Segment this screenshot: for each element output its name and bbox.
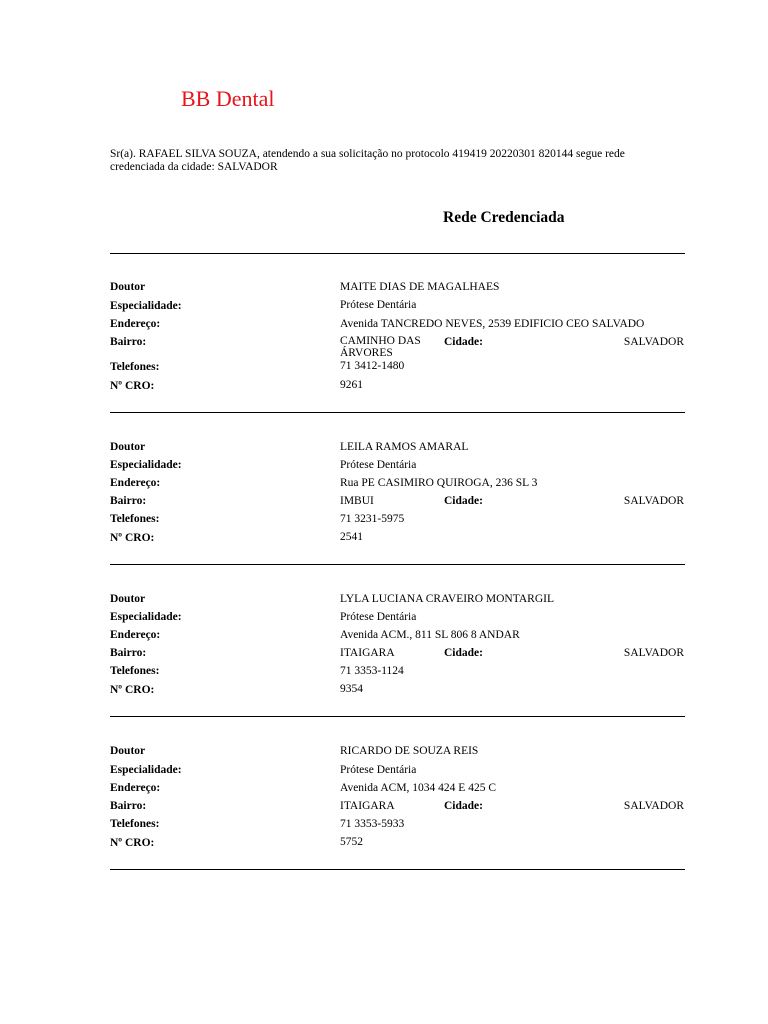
cidade-label: Cidade: (444, 800, 483, 812)
telefones-label: Telefones: (110, 361, 160, 373)
cidade-label: Cidade: (444, 336, 483, 348)
telefones-label: Telefones: (110, 513, 160, 525)
cro-label: Nº CRO: (110, 684, 155, 696)
especialidade-value: Prótese Dentária (340, 299, 417, 311)
telefones-value: 71 3231-5975 (340, 513, 405, 525)
provider-entry (0, 716, 768, 856)
cidade-label: Cidade: (444, 495, 483, 507)
especialidade-value: Prótese Dentária (340, 611, 417, 623)
endereco-value: Avenida ACM., 811 SL 806 8 ANDAR (340, 629, 520, 641)
cro-value: 9354 (340, 683, 363, 695)
cidade-value: SALVADOR (623, 495, 684, 507)
cro-label: Nº CRO: (110, 532, 155, 544)
doutor-value: LYLA LUCIANA CRAVEIRO MONTARGIL (340, 593, 554, 605)
section-title: Rede Credenciada (443, 209, 565, 226)
telefones-label: Telefones: (110, 818, 160, 830)
especialidade-label: Especialidade: (110, 611, 182, 623)
cro-value: 5752 (340, 836, 363, 848)
endereco-value: Avenida ACM, 1034 424 E 425 C (340, 782, 496, 794)
especialidade-label: Especialidade: (110, 459, 182, 471)
doutor-label: Doutor (110, 441, 146, 453)
endereco-value: Avenida TANCREDO NEVES, 2539 EDIFICIO CEO SALVADO (340, 318, 645, 330)
telefones-value: 71 3412-1480 (340, 360, 405, 372)
bairro-value: ITAIGARA (340, 647, 395, 659)
bairro-value: ITAIGARA (340, 800, 395, 812)
doutor-value: RICARDO DE SOUZA REIS (340, 745, 479, 757)
bairro-label: Bairro: (110, 336, 147, 348)
bairro-label: Bairro: (110, 800, 147, 812)
endereco-label: Endereço: (110, 629, 161, 641)
cro-label: Nº CRO: (110, 380, 155, 392)
cro-value: 2541 (340, 531, 363, 543)
endereco-value: Rua PE CASIMIRO QUIROGA, 236 SL 3 (340, 477, 538, 489)
telefones-value: 71 3353-5933 (340, 818, 405, 830)
intro-text: Sr(a). RAFAEL SILVA SOUZA, atendendo a sua solicitação no protocolo 419419 20220301 820144 segue rede credenciada da cidade: SALVADOR (110, 148, 625, 173)
divider (110, 869, 685, 870)
brand-title: BB Dental (181, 86, 275, 111)
doutor-value: LEILA RAMOS AMARAL (340, 441, 469, 453)
provider-entry (0, 564, 768, 704)
provider-entry (0, 253, 768, 393)
cidade-value: SALVADOR (623, 800, 684, 812)
bairro-value: CAMINHO DAS ÁRVORES (340, 335, 421, 359)
provider-entry (0, 412, 768, 552)
especialidade-value: Prótese Dentária (340, 459, 417, 471)
especialidade-label: Especialidade: (110, 764, 182, 776)
especialidade-label: Especialidade: (110, 300, 182, 312)
cro-label: Nº CRO: (110, 837, 155, 849)
telefones-label: Telefones: (110, 665, 160, 677)
doutor-label: Doutor (110, 593, 146, 605)
cro-value: 9261 (340, 379, 363, 391)
endereco-label: Endereço: (110, 318, 161, 330)
cidade-value: SALVADOR (623, 336, 684, 348)
bairro-label: Bairro: (110, 495, 147, 507)
bairro-label: Bairro: (110, 647, 147, 659)
doutor-value: MAITE DIAS DE MAGALHAES (340, 281, 500, 293)
bairro-value: IMBUI (340, 495, 374, 507)
doutor-label: Doutor (110, 745, 146, 757)
telefones-value: 71 3353-1124 (340, 665, 404, 677)
especialidade-value: Prótese Dentária (340, 764, 417, 776)
doutor-label: Doutor (110, 281, 146, 293)
endereco-label: Endereço: (110, 782, 161, 794)
cidade-label: Cidade: (444, 647, 483, 659)
endereco-label: Endereço: (110, 477, 161, 489)
cidade-value: SALVADOR (623, 647, 684, 659)
